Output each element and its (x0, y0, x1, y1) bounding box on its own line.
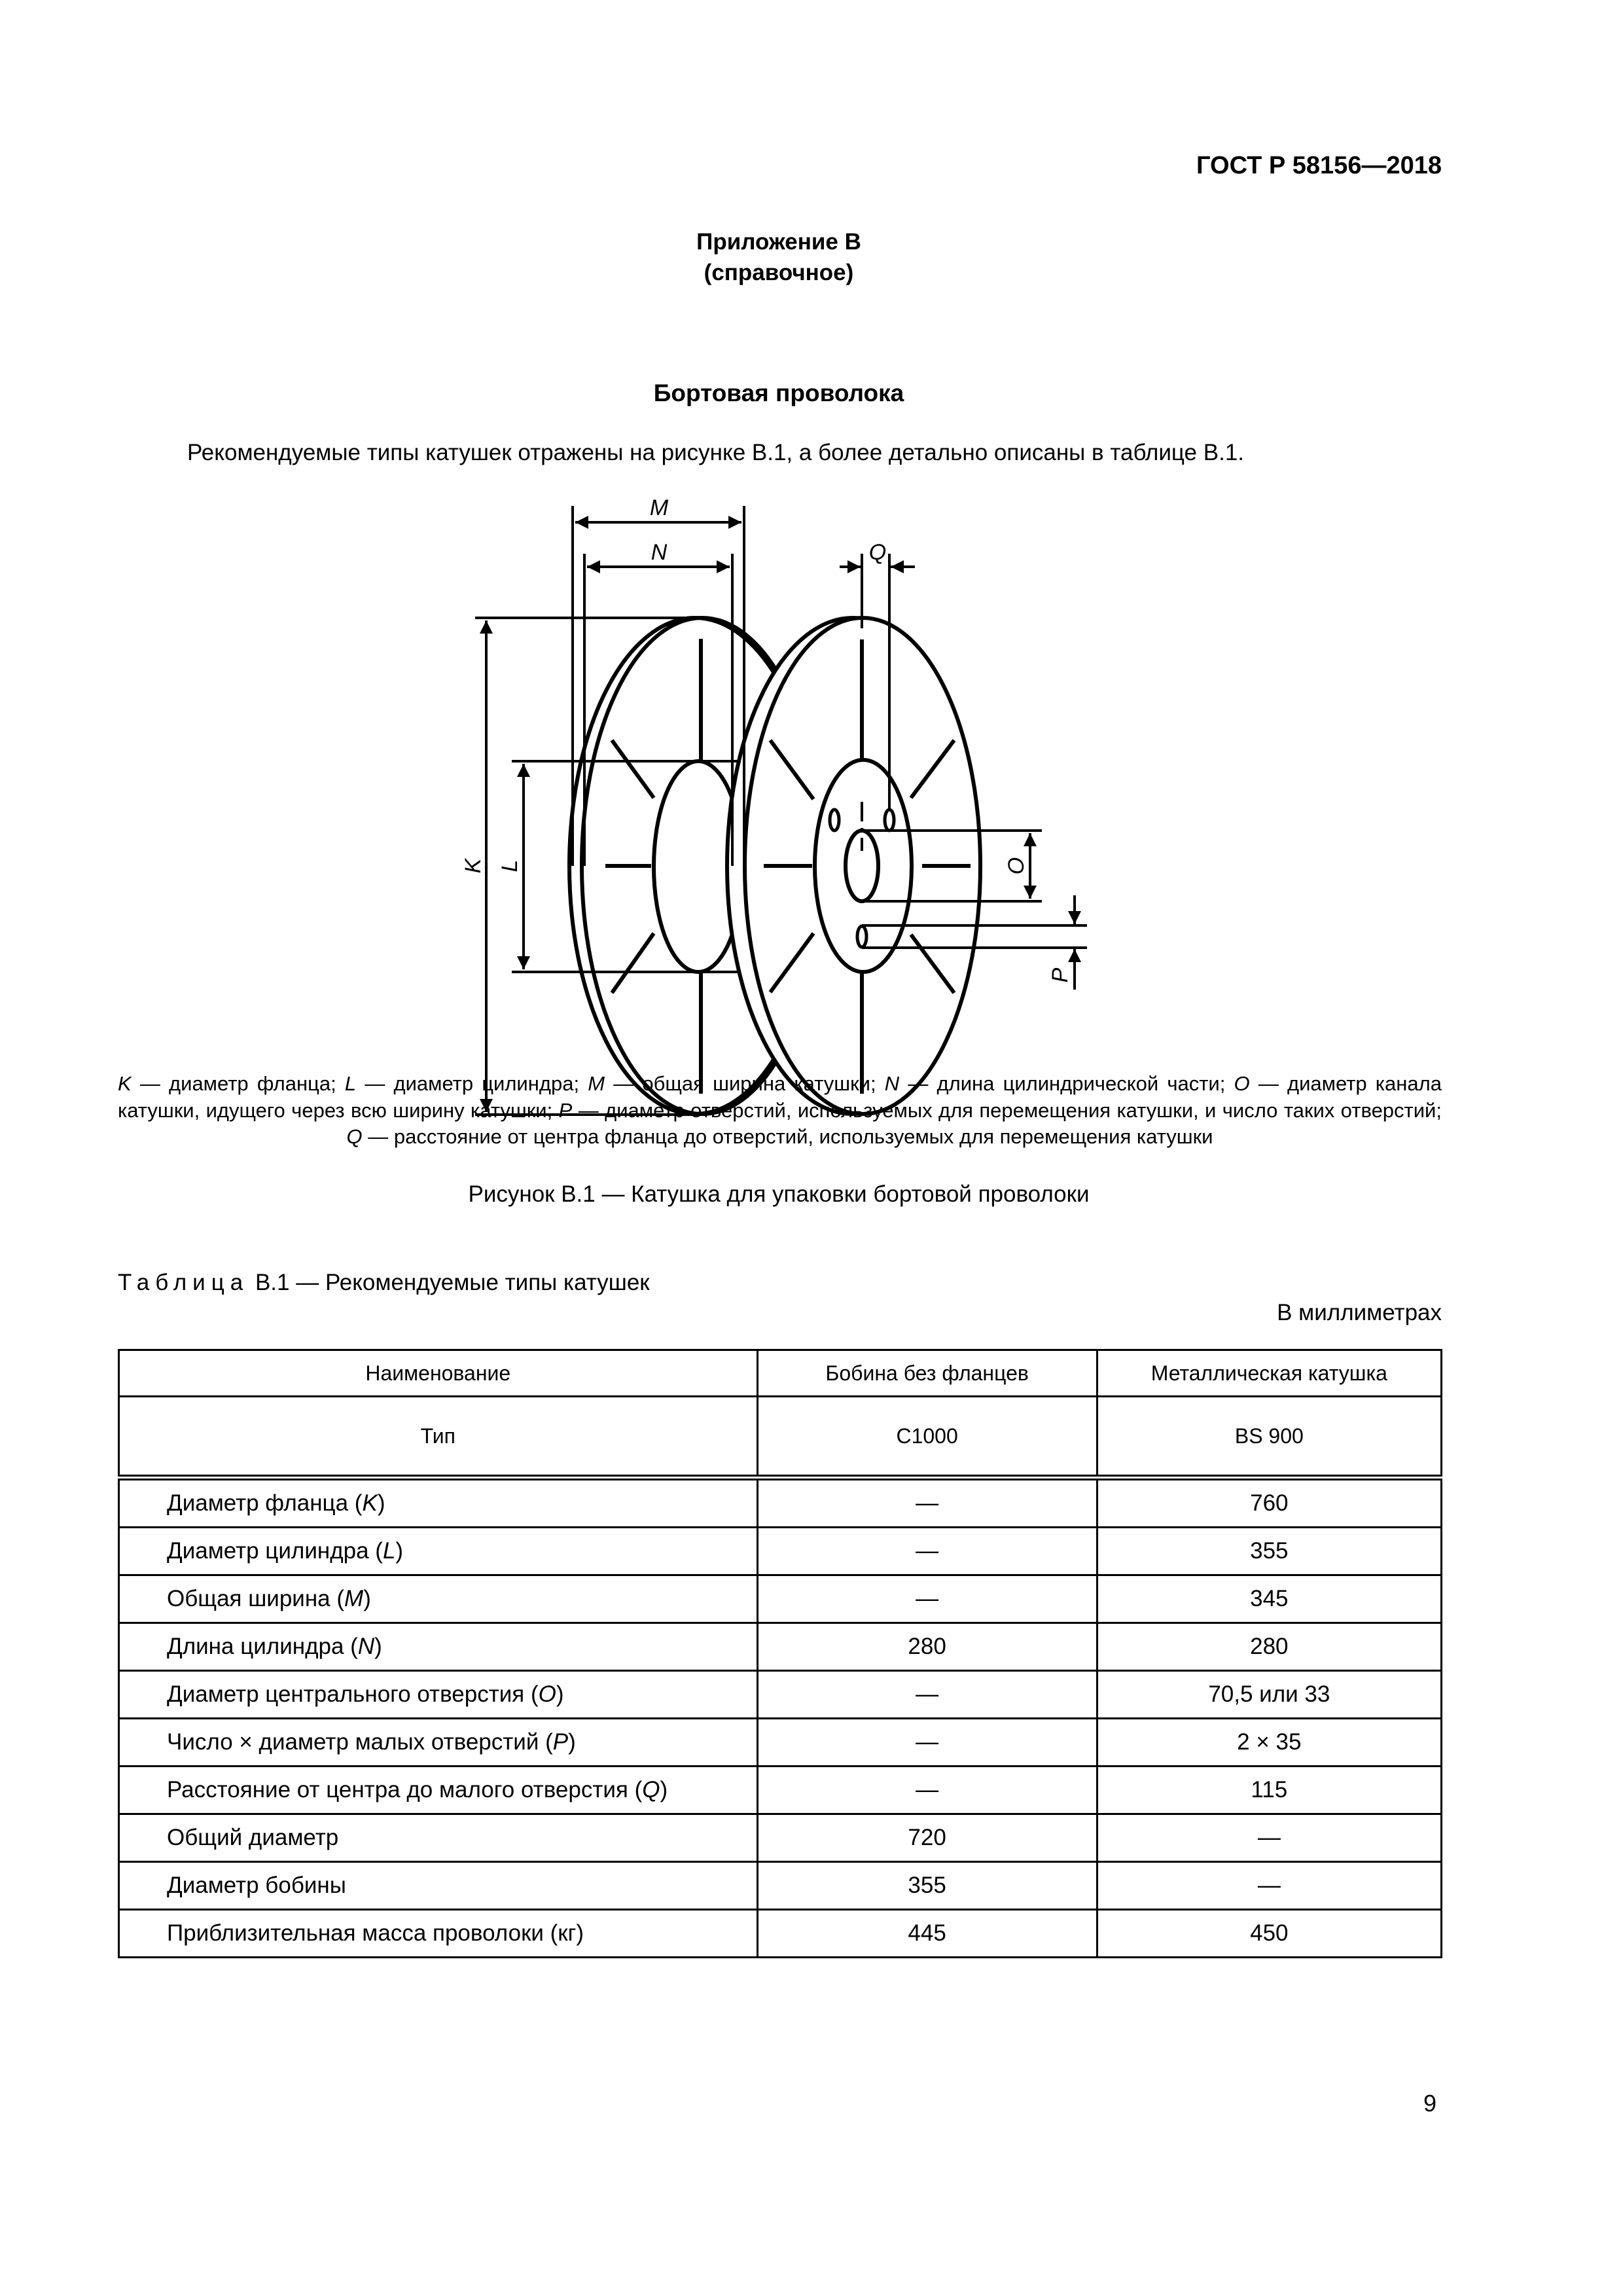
figure-title: Рисунок В.1 — Катушка для упаковки бортовой проволоки (468, 1181, 1090, 1207)
annex-subtitle: (справочное) (704, 260, 854, 285)
label-q: Q (868, 540, 887, 565)
row-name (119, 1575, 758, 1623)
row-name-end: ) (660, 1777, 668, 1803)
section-title: Бортовая проволока (653, 380, 904, 406)
bs900-value: 355 (1097, 1528, 1441, 1575)
intro-paragraph: Рекомендуемые типы катушек отражены на рисунке В.1, а более детально описаны в таблице В.1. (187, 440, 1245, 465)
bs900-value: 760 (1097, 1478, 1441, 1528)
row-symbol: M (344, 1586, 364, 1611)
row-name (119, 1478, 758, 1528)
row-name-text: Число × диаметр малых отверстий ( (167, 1729, 553, 1755)
row-name-end: ) (395, 1538, 404, 1564)
row-name-end: ) (363, 1586, 371, 1611)
legend-symbol: P (558, 1098, 573, 1122)
row-name-text: Приблизительная масса проволоки (кг) (167, 1920, 584, 1946)
row-name-end: ) (374, 1634, 382, 1659)
row-symbol: O (538, 1681, 556, 1707)
label-n: N (651, 540, 668, 565)
legend-text: — диаметр цилиндра; (356, 1072, 588, 1095)
c1000-value: — (757, 1528, 1097, 1575)
row-name-text: Общая ширина ( (167, 1586, 345, 1611)
c1000-value: 720 (757, 1814, 1097, 1862)
row-name-text: Длина цилиндра ( (167, 1634, 358, 1659)
table-row (119, 1910, 1442, 1958)
bs900-value: 345 (1097, 1575, 1441, 1623)
row-name (119, 1862, 758, 1910)
header-cell: Тип (119, 1397, 758, 1478)
row-name-end: ) (556, 1681, 564, 1707)
header-cell: Бобина без фланцев (757, 1350, 1097, 1397)
row-name (119, 1767, 758, 1814)
bs900-value: 280 (1097, 1623, 1441, 1671)
front-flange (727, 618, 980, 1114)
row-name (119, 1528, 758, 1575)
c1000-value: — (757, 1671, 1097, 1719)
table-row (119, 1671, 1442, 1719)
legend-symbol: M (588, 1072, 605, 1095)
label-k: K (461, 858, 486, 874)
units-note: В миллиметрах (1277, 1300, 1442, 1325)
row-symbol: Q (642, 1777, 660, 1803)
table-row (119, 1719, 1442, 1767)
table-row (119, 1478, 1442, 1528)
header-cell: Металлическая катушка (1097, 1350, 1441, 1397)
row-symbol: K (362, 1490, 378, 1516)
legend-text: — расстояние от центра фланца до отверстий, используемых для перемещения катушки (362, 1125, 1213, 1148)
table-header-row (119, 1350, 1442, 1397)
c1000-value: — (757, 1575, 1097, 1623)
legend-text: — диаметр отверстий, используемых для перемещения катушки, и число таких отверстий; (572, 1098, 1442, 1122)
header-cell: Наименование (119, 1350, 758, 1397)
legend-text: — длина цилиндрической части; (899, 1072, 1234, 1095)
row-name (119, 1814, 758, 1862)
row-name-end: ) (568, 1729, 576, 1755)
c1000-value: 355 (757, 1862, 1097, 1910)
row-symbol: P (552, 1729, 569, 1755)
row-name (119, 1671, 758, 1719)
label-p: P (1048, 967, 1073, 983)
legend-symbol: O (1234, 1072, 1250, 1095)
table-title-word: Таблица (118, 1270, 249, 1295)
header-cell: C1000 (757, 1397, 1097, 1478)
row-name-text: Общий диаметр (167, 1825, 339, 1850)
bs900-value: 450 (1097, 1910, 1441, 1958)
page-number: 9 (1423, 2090, 1436, 2117)
row-name-text: Диаметр бобины (167, 1873, 346, 1898)
row-name-text: Диаметр фланца ( (167, 1490, 363, 1516)
header-cell: BS 900 (1097, 1397, 1441, 1478)
legend-symbol: N (884, 1072, 900, 1095)
table-row (119, 1528, 1442, 1575)
table-row (119, 1862, 1442, 1910)
bs900-value: 115 (1097, 1767, 1441, 1814)
table-row (119, 1814, 1442, 1862)
table-type-row (119, 1397, 1442, 1478)
annex-title: Приложение В (696, 229, 861, 255)
legend-text: — диаметр фланца; (131, 1072, 345, 1095)
bs900-value: 2 × 35 (1097, 1719, 1441, 1767)
row-name-end: ) (377, 1490, 385, 1516)
legend-text: — общая ширина катушки; (605, 1072, 885, 1095)
c1000-value: — (757, 1478, 1097, 1528)
table-title-rest: В.1 — Рекомендуемые типы катушек (249, 1270, 650, 1295)
legend-symbol: L (344, 1072, 357, 1095)
row-name (119, 1719, 758, 1767)
row-name (119, 1910, 758, 1958)
table-row (119, 1623, 1442, 1671)
bs900-value: — (1097, 1862, 1441, 1910)
c1000-value: 445 (757, 1910, 1097, 1958)
c1000-value: 280 (757, 1623, 1097, 1671)
row-name-text: Расстояние от центра до малого отверстия ( (167, 1777, 643, 1803)
table-title (118, 1270, 650, 1296)
c1000-value: — (757, 1767, 1097, 1814)
row-name-text: Диаметр центрального отверстия ( (167, 1681, 539, 1707)
row-name-text: Диаметр цилиндра ( (167, 1538, 383, 1564)
row-name (119, 1623, 758, 1671)
row-symbol: L (382, 1538, 396, 1564)
reel-types-table (118, 1349, 1442, 1958)
table-row (119, 1575, 1442, 1623)
bs900-value: — (1097, 1814, 1441, 1862)
legend-text: — диаметр канала катушки, идущего через всю ширину катушки; (118, 1072, 1442, 1122)
legend-symbol: Q (346, 1125, 363, 1148)
c1000-value: — (757, 1719, 1097, 1767)
bs900-value: 70,5 или 33 (1097, 1671, 1441, 1719)
document-code: ГОСТ Р 58156—2018 (1196, 152, 1442, 179)
legend-symbol: K (118, 1072, 132, 1095)
label-l: L (497, 859, 522, 872)
table-row (119, 1767, 1442, 1814)
label-m: M (649, 495, 669, 520)
figure-legend (118, 1071, 1442, 1151)
label-o: O (1004, 857, 1029, 875)
row-symbol: N (357, 1634, 375, 1659)
